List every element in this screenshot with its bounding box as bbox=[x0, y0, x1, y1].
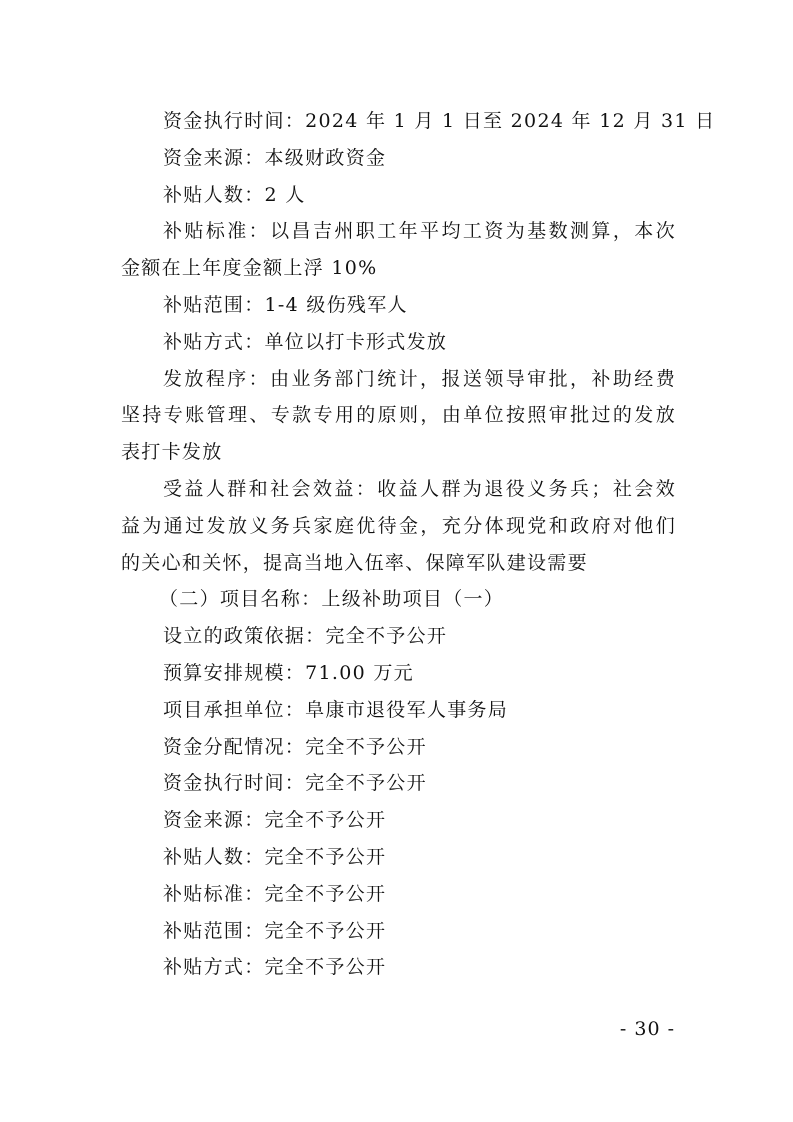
paragraph-line: 坚持专账管理、专款专用的原则，由单位按照审批过的发放 bbox=[121, 404, 676, 427]
subsidy-standard-line-2: 补贴标准：完全不予公开 bbox=[163, 882, 387, 905]
subsidy-method-line: 补贴方式：单位以打卡形式发放 bbox=[163, 330, 448, 353]
fund-allocation-line: 资金分配情况：完全不予公开 bbox=[163, 735, 427, 758]
body-text bbox=[121, 103, 716, 986]
page-number: - 30 - bbox=[619, 1018, 675, 1040]
fund-source-line-2: 资金来源：完全不予公开 bbox=[163, 809, 387, 832]
policy-basis-line: 设立的政策依据：完全不予公开 bbox=[163, 625, 448, 648]
paragraph-line: 金额在上年度金额上浮 10% bbox=[121, 257, 378, 280]
project-unit-line: 项目承担单位：阜康市退役军人事务局 bbox=[163, 698, 509, 721]
subsidy-scope-line: 补贴范围：1-4 级伤残军人 bbox=[163, 293, 408, 316]
paragraph-line: 表打卡发放 bbox=[121, 441, 223, 464]
paragraph-line: 益为通过发放义务兵家庭优待金，充分体现党和政府对他们 bbox=[121, 514, 676, 537]
paragraph-line: 的关心和关怀，提高当地入伍率、保障军队建设需要 bbox=[121, 551, 588, 574]
paragraph-line: 补贴标准：以昌吉州职工年平均工资为基数测算，本次 bbox=[163, 220, 676, 243]
fund-source-line: 资金来源：本级财政资金 bbox=[163, 146, 387, 169]
subsidy-standard-paragraph bbox=[121, 213, 676, 287]
section-heading: （二）项目名称：上级补助项目（一） bbox=[159, 588, 505, 611]
subsidy-method-line-2: 补贴方式：完全不予公开 bbox=[163, 956, 387, 979]
budget-scale-line: 预算安排规模：71.00 万元 bbox=[163, 661, 414, 684]
fund-execution-time-line: 资金执行时间：2024 年 1 月 1 日至 2024 年 12 月 31 日 bbox=[163, 110, 716, 132]
subsidy-count-line: 补贴人数：2 人 bbox=[163, 183, 306, 206]
subsidy-scope-line-2: 补贴范围：完全不予公开 bbox=[163, 919, 387, 942]
fund-execution-time-line-2: 资金执行时间：完全不予公开 bbox=[163, 772, 427, 795]
distribution-procedure-paragraph bbox=[121, 361, 676, 471]
paragraph-line: 发放程序：由业务部门统计，报送领导审批，补助经费 bbox=[163, 367, 676, 390]
subsidy-count-line-2: 补贴人数：完全不予公开 bbox=[163, 845, 387, 868]
beneficiaries-paragraph bbox=[121, 471, 676, 581]
paragraph-line: 受益人群和社会效益：收益人群为退役义务兵；社会效 bbox=[163, 477, 676, 500]
